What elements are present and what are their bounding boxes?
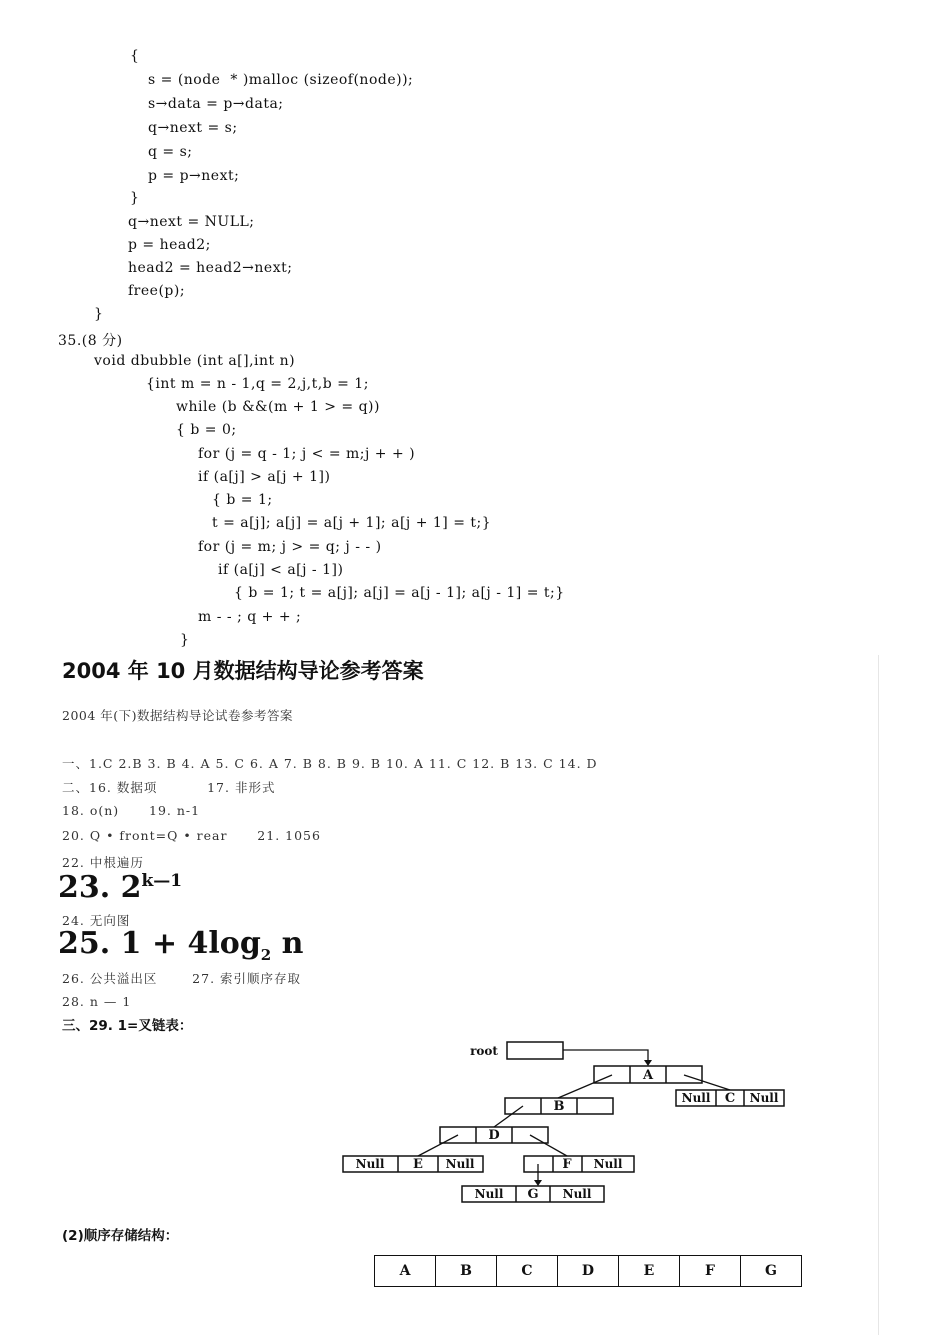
code-line: s→data = p→data;: [148, 96, 284, 112]
code-line: { b = 1;: [212, 492, 273, 508]
tree-node-a: A: [642, 1068, 654, 1083]
code-line: p = p→next;: [148, 168, 240, 184]
answer-23-base: 23. 2: [58, 870, 142, 905]
null-label: Null: [749, 1091, 779, 1105]
code-line: t = a[j]; a[j] = a[j + 1]; a[j + 1] = t;}: [212, 515, 492, 531]
sequential-storage-array: [374, 1255, 802, 1287]
code-line: m - - ; q + + ;: [198, 609, 302, 625]
array-cell: A: [375, 1256, 436, 1286]
code-line: free(p);: [128, 283, 186, 299]
code-line: q→next = NULL;: [128, 214, 255, 230]
tree-node-g: G: [527, 1187, 539, 1202]
answer-line: 20. Q • front=Q • rear 21. 1056: [62, 828, 321, 843]
answer-line: 26. 公共溢出区 27. 索引顺序存取: [62, 971, 302, 986]
answer-line: 22. 中根遍历: [62, 855, 144, 870]
code-line: void dbubble (int a[],int n): [94, 353, 296, 369]
code-line: for (j = q - 1; j < = m;j + + ): [198, 446, 416, 462]
code-line: p = head2;: [128, 237, 211, 253]
array-cell: G: [765, 1263, 777, 1279]
code-line: { b = 1; t = a[j]; a[j] = a[j - 1]; a[j - 1] = t;}: [234, 585, 565, 601]
root-label: root: [470, 1044, 498, 1058]
answer-24: 24. 无向图: [62, 913, 131, 928]
section-heading: (2)顺序存储结构：: [62, 1228, 179, 1244]
null-label: Null: [445, 1157, 475, 1171]
null-label: Null: [355, 1157, 385, 1171]
array-cell: C: [497, 1256, 558, 1286]
tree-node-b: B: [553, 1099, 565, 1114]
answer-25-main: 25. 1 + 4log: [58, 926, 261, 961]
null-label: Null: [681, 1091, 711, 1105]
answer-line: 二、16. 数据项 17. 非形式: [62, 780, 276, 795]
code-line: }: [130, 190, 140, 206]
page-title: 2004 年 10 月数据结构导论参考答案: [62, 659, 424, 683]
code-line: }: [180, 632, 190, 648]
answer-line: 一、1.C 2.B 3. B 4. A 5. C 6. A 7. B 8. B 9. B 10. A 11. C 12. B 13. C 14. D: [62, 756, 598, 771]
code-line: q = s;: [148, 144, 193, 160]
code-line: if (a[j] > a[j + 1]): [198, 469, 331, 485]
tree-node-d: D: [488, 1128, 500, 1143]
code-line: { b = 0;: [176, 422, 237, 438]
question-number: 35.(8 分): [58, 333, 123, 349]
code-line: if (a[j] < a[j - 1]): [218, 562, 344, 578]
code-line: q→next = s;: [148, 120, 238, 136]
code-line: while (b &&(m + 1 > = q)): [176, 399, 380, 415]
section-heading: 三、29. 1=叉链表：: [62, 1018, 193, 1034]
answer-25-tail: n: [271, 926, 304, 961]
code-line: {: [130, 48, 140, 64]
tree-node-f: F: [562, 1157, 572, 1172]
answer-23-exponent: k—1: [141, 871, 183, 891]
code-line: s = (node * )malloc (sizeof(node));: [148, 72, 414, 88]
null-label: Null: [593, 1157, 623, 1171]
code-line: }: [94, 306, 104, 322]
null-label: Null: [474, 1187, 504, 1201]
code-line: for (j = m; j > = q; j - - ): [198, 539, 382, 555]
code-line: head2 = head2→next;: [128, 260, 293, 276]
code-line: {int m = n - 1,q = 2,j,t,b = 1;: [146, 376, 369, 392]
tree-node-e: E: [413, 1157, 423, 1172]
tree-node-c: C: [724, 1091, 736, 1106]
answer-line: 28. n — 1: [62, 994, 132, 1009]
subtitle: 2004 年(下)数据结构导论试卷参考答案: [62, 708, 294, 723]
answer-line: 18. o(n) 19. n-1: [62, 803, 201, 818]
array-cell: E: [619, 1256, 680, 1286]
array-cell: F: [680, 1256, 741, 1286]
null-label: Null: [562, 1187, 592, 1201]
answer-25-subscript: 2: [260, 946, 272, 964]
array-cell: D: [558, 1256, 619, 1286]
array-cell: B: [436, 1256, 497, 1286]
